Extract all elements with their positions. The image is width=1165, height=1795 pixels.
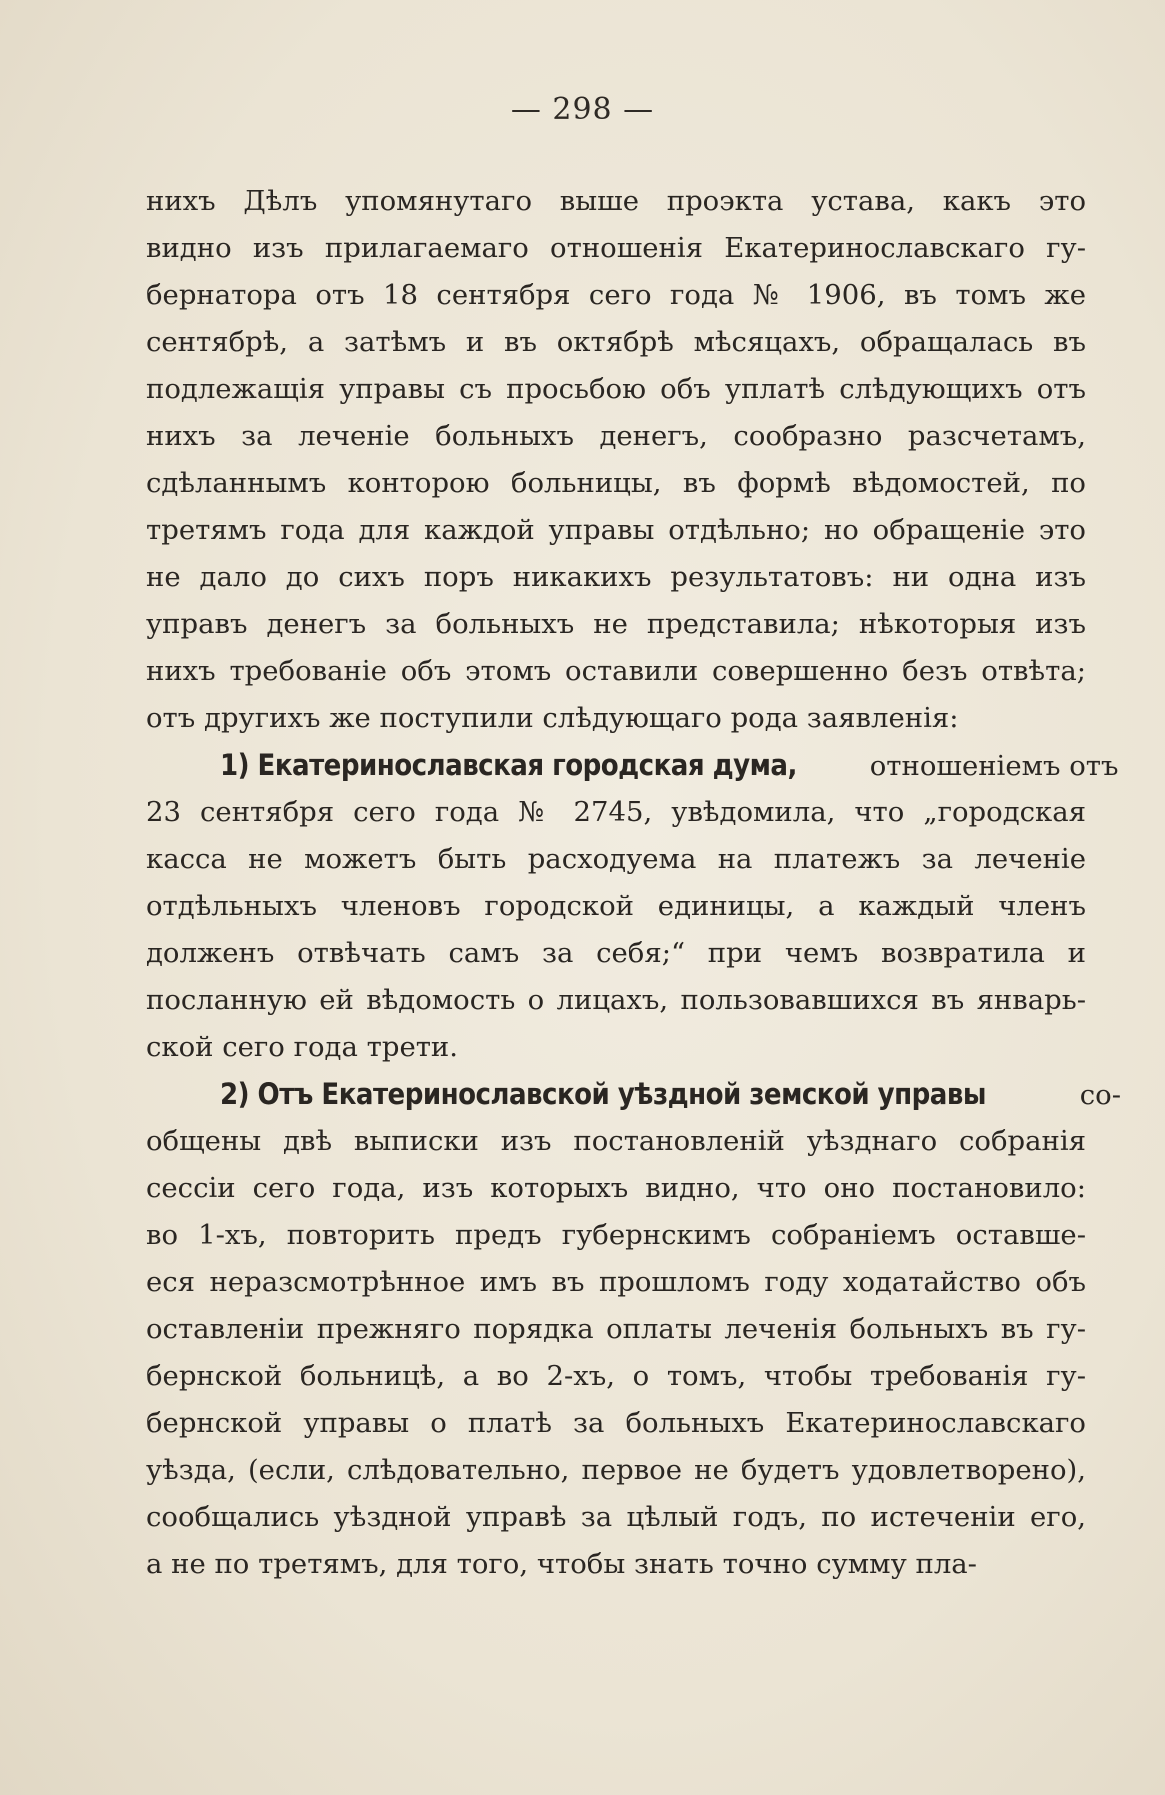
text-line: касса не можетъ быть расходуема на платежъ за леченіе <box>146 843 1086 875</box>
text-line: посланную ей вѣдомость о лицахъ, пользовавшихся въ январь- <box>146 984 1086 1016</box>
body-text <box>146 178 1121 1588</box>
paragraph-1-first-line <box>146 742 1119 789</box>
text-line: во 1-хъ, повторить предъ губернскимъ собраніемъ оставше- <box>146 1219 1086 1251</box>
text-line: сдѣланнымъ конторою больницы, въ формѣ вѣдомостей, по <box>146 467 1086 499</box>
text-line: сентябрѣ, а затѣмъ и въ октябрѣ мѣсяцахъ, обращалась въ <box>146 326 1086 358</box>
text-line: отъ другихъ же поступили слѣдующаго рода заявленія: <box>146 702 959 734</box>
text-line: оставленіи прежняго порядка оплаты леченія больныхъ въ гу- <box>146 1313 1086 1345</box>
text-line: еся неразсмотрѣнное имъ въ прошломъ году ходатайство объ <box>146 1266 1086 1298</box>
paragraph-1-first-rest: отношеніемъ отъ <box>869 750 1119 782</box>
text-line: сообщались уѣздной управѣ за цѣлый годъ, по истеченіи его, <box>146 1501 1086 1533</box>
text-line: бернатора отъ 18 сентября сего года № 1906, въ томъ же <box>146 279 1086 311</box>
text-line: нихъ требованіе объ этомъ оставили совершенно безъ отвѣта; <box>146 655 1086 687</box>
text-line: 23 сентября сего года № 2745, увѣдомила, что „городская <box>146 796 1086 828</box>
text-line: общены двѣ выписки изъ постановленій уѣзднаго собранія <box>146 1125 1086 1157</box>
text-line: долженъ отвѣчать самъ за себя;“ при чемъ возвратила и <box>146 937 1086 969</box>
text-line: а не по третямъ, для того, чтобы знать точно сумму пла- <box>146 1548 977 1580</box>
text-line: нихъ за леченіе больныхъ денегъ, сообразно разсчетамъ, <box>146 420 1086 452</box>
paragraph-1-heading: 1) Екатеринославская городская дума, <box>220 748 797 782</box>
paragraph-2-first-rest: со- <box>1079 1079 1121 1111</box>
text-line: нихъ Дѣлъ упомянутаго выше проэкта устава, какъ это <box>146 185 1086 217</box>
text-line: подлежащія управы съ просьбою объ уплатѣ слѣдующихъ отъ <box>146 373 1086 405</box>
text-line: бернской управы о платѣ за больныхъ Екатеринославскаго <box>146 1407 1086 1439</box>
paragraph-2-heading: 2) Отъ Екатеринославской уѣздной земской управы <box>220 1077 986 1111</box>
text-line: ской сего года трети. <box>146 1031 459 1063</box>
page-number: — 298 — <box>510 92 655 127</box>
text-line: управъ денегъ за больныхъ не представила; нѣкоторыя изъ <box>146 608 1086 640</box>
text-line: бернской больницѣ, а во 2-хъ, о томъ, чтобы требованія гу- <box>146 1360 1086 1392</box>
text-line: уѣзда, (если, слѣдовательно, первое не будетъ удовлетворено), <box>146 1454 1086 1486</box>
text-line: видно изъ прилагаемаго отношенія Екатеринославскаго гу- <box>146 232 1086 264</box>
text-line: третямъ года для каждой управы отдѣльно; но обращеніе это <box>146 514 1086 546</box>
text-line: сессіи сего года, изъ которыхъ видно, что оно постановило: <box>146 1172 1086 1204</box>
paragraph-2-first-line <box>146 1071 1121 1118</box>
text-line: не дало до сихъ поръ никакихъ результатовъ: ни одна изъ <box>146 561 1086 593</box>
text-line: отдѣльныхъ членовъ городской единицы, а каждый членъ <box>146 890 1086 922</box>
